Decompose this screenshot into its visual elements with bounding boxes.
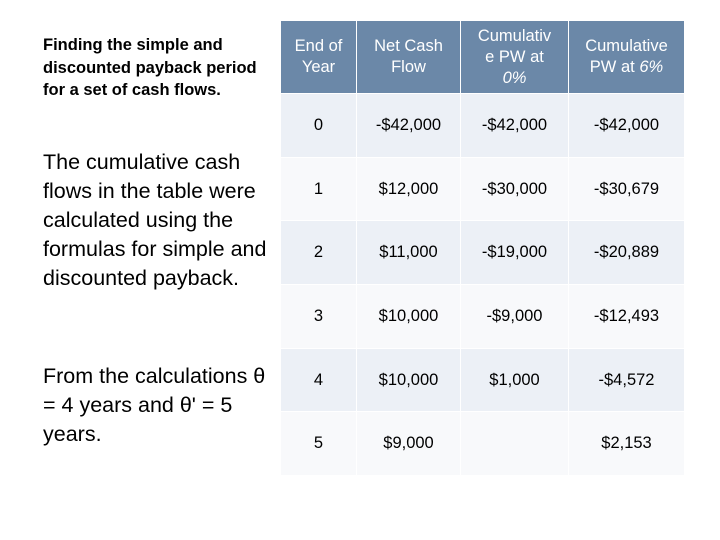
table-row (281, 221, 685, 285)
cell-cum-pw6: -$4,572 (569, 349, 685, 413)
title-block (43, 34, 275, 102)
cell-year: 4 (281, 349, 357, 413)
cell-cum-pw6: -$12,493 (569, 285, 685, 349)
cell-year: 0 (281, 94, 357, 158)
cell-net-cash-flow: $9,000 (357, 412, 461, 476)
cell-cum-pw6: $2,153 (569, 412, 685, 476)
cell-cum-pw6: -$42,000 (569, 94, 685, 158)
slide-title: Finding the simple and discounted payback period for a set of cash flows. (43, 36, 257, 99)
payback-table (281, 21, 685, 476)
header-cum-pw6-line2: PW at (589, 58, 635, 76)
conclusion-paragraph: From the calculations θ = 4 years and θ' = 5 years. (43, 364, 266, 446)
cell-cum-pw0: -$9,000 (461, 285, 569, 349)
cell-cum-pw0 (461, 412, 569, 476)
cell-cum-pw6: -$20,889 (569, 221, 685, 285)
header-cum-pw0-rate: 0% (502, 68, 527, 87)
cell-net-cash-flow: $10,000 (357, 285, 461, 349)
cell-cum-pw0: -$19,000 (461, 221, 569, 285)
table-row (281, 349, 685, 413)
cell-year: 2 (281, 221, 357, 285)
table-row (281, 158, 685, 222)
header-cum-pw0-line2: e PW at (485, 47, 544, 66)
header-cumulative-pw-6 (569, 21, 685, 94)
cell-cum-pw0: -$42,000 (461, 94, 569, 158)
cell-year: 1 (281, 158, 357, 222)
table-header-row (281, 21, 685, 94)
explanation-paragraph: The cumulative cash flows in the table were calculated using the formulas for simple and discounted payback. (43, 150, 267, 290)
table-row (281, 412, 685, 476)
cell-year: 5 (281, 412, 357, 476)
cell-cum-pw6: -$30,679 (569, 158, 685, 222)
cell-net-cash-flow: $10,000 (357, 349, 461, 413)
header-cumulative-pw-0 (461, 21, 569, 94)
cell-cum-pw0: -$30,000 (461, 158, 569, 222)
cell-year: 3 (281, 285, 357, 349)
table-row (281, 285, 685, 349)
header-net-cash-flow: Net Cash Flow (357, 21, 461, 94)
cell-cum-pw0: $1,000 (461, 349, 569, 413)
cell-net-cash-flow: -$42,000 (357, 94, 461, 158)
table-row (281, 94, 685, 158)
header-cum-pw6-line1: Cumulative (585, 37, 668, 55)
header-cum-pw0-line1: Cumulativ (477, 26, 552, 45)
header-end-of-year: End of Year (281, 21, 357, 94)
cell-net-cash-flow: $11,000 (357, 221, 461, 285)
cell-net-cash-flow: $12,000 (357, 158, 461, 222)
header-cum-pw6-rate: 6% (639, 58, 664, 76)
